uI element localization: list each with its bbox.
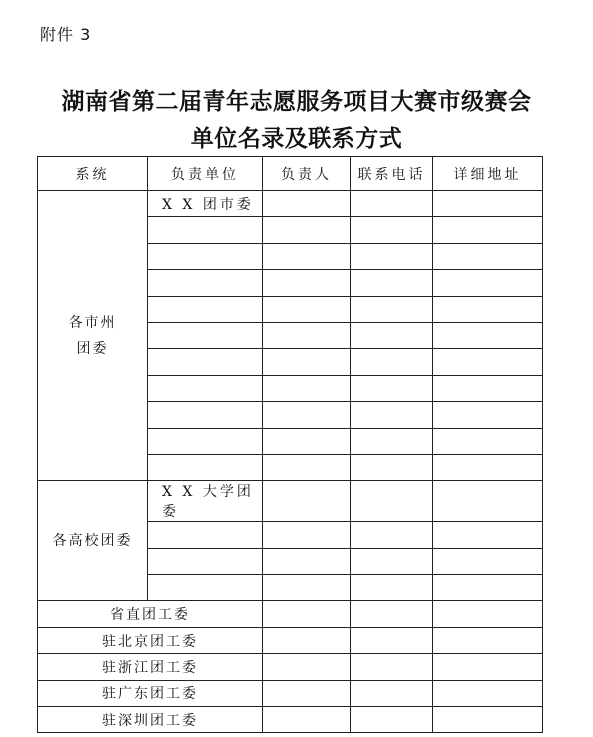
cell[interactable] — [433, 575, 543, 601]
header-person: 负责人 — [263, 157, 351, 191]
table-row — [38, 627, 543, 653]
cell[interactable] — [148, 402, 263, 428]
cell[interactable] — [433, 522, 543, 548]
cell[interactable] — [433, 428, 543, 454]
cell[interactable] — [148, 548, 263, 574]
cell[interactable] — [148, 522, 263, 548]
cell[interactable] — [351, 575, 433, 601]
table-row — [38, 654, 543, 680]
cell[interactable] — [351, 191, 433, 217]
cell[interactable] — [263, 402, 351, 428]
cell[interactable] — [433, 601, 543, 627]
cell[interactable] — [148, 322, 263, 348]
cell[interactable] — [351, 296, 433, 322]
cell[interactable] — [433, 296, 543, 322]
cell[interactable] — [351, 428, 433, 454]
cell[interactable] — [263, 270, 351, 296]
cell[interactable] — [263, 654, 351, 680]
unit-city-first[interactable]: X X 团市委 — [148, 191, 263, 217]
cell[interactable] — [351, 707, 433, 733]
table-row — [38, 191, 543, 217]
cell[interactable] — [263, 191, 351, 217]
cell[interactable] — [148, 349, 263, 375]
cell[interactable] — [351, 375, 433, 401]
cell[interactable] — [433, 707, 543, 733]
cell[interactable] — [148, 296, 263, 322]
cell[interactable] — [263, 680, 351, 706]
cell[interactable] — [433, 217, 543, 243]
cell[interactable] — [351, 627, 433, 653]
cell[interactable] — [351, 243, 433, 269]
cell[interactable] — [351, 680, 433, 706]
group-university-label: 各高校团委 — [38, 481, 148, 601]
cell[interactable] — [433, 627, 543, 653]
cell[interactable] — [351, 402, 433, 428]
group-city-line2: 团委 — [76, 340, 109, 357]
cell[interactable] — [148, 243, 263, 269]
cell[interactable] — [433, 680, 543, 706]
cell[interactable] — [263, 375, 351, 401]
header-unit: 负责单位 — [148, 157, 263, 191]
row-label-shenzhen: 驻深圳团工委 — [38, 707, 263, 733]
cell[interactable] — [263, 296, 351, 322]
cell[interactable] — [351, 349, 433, 375]
cell[interactable] — [148, 270, 263, 296]
row-label-provincial: 省直团工委 — [38, 601, 263, 627]
cell[interactable] — [263, 243, 351, 269]
cell[interactable] — [433, 654, 543, 680]
cell[interactable] — [433, 481, 543, 522]
cell[interactable] — [351, 522, 433, 548]
cell[interactable] — [263, 548, 351, 574]
cell[interactable] — [351, 270, 433, 296]
row-label-beijing: 驻北京团工委 — [38, 627, 263, 653]
cell[interactable] — [263, 522, 351, 548]
cell[interactable] — [263, 627, 351, 653]
cell[interactable] — [351, 481, 433, 522]
cell[interactable] — [148, 575, 263, 601]
cell[interactable] — [263, 575, 351, 601]
cell[interactable] — [148, 428, 263, 454]
cell[interactable] — [351, 654, 433, 680]
unit-university-first[interactable]: X X 大学团委 — [148, 481, 263, 522]
cell[interactable] — [148, 454, 263, 480]
cell[interactable] — [263, 217, 351, 243]
cell[interactable] — [351, 217, 433, 243]
cell[interactable] — [351, 548, 433, 574]
cell[interactable] — [433, 548, 543, 574]
contact-table — [37, 156, 543, 733]
cell[interactable] — [433, 322, 543, 348]
table-row — [38, 680, 543, 706]
group-city-line1: 各市州 — [68, 314, 117, 331]
page-title-line2: 单位名录及联系方式 — [190, 125, 403, 152]
header-address: 详细地址 — [433, 157, 543, 191]
group-city-label — [38, 191, 148, 481]
row-label-guangdong: 驻广东团工委 — [38, 680, 263, 706]
table-row — [38, 601, 543, 627]
header-phone: 联系电话 — [351, 157, 433, 191]
table-header-row — [38, 157, 543, 191]
cell[interactable] — [263, 481, 351, 522]
row-label-zhejiang: 驻浙江团工委 — [38, 654, 263, 680]
cell[interactable] — [263, 322, 351, 348]
cell[interactable] — [433, 454, 543, 480]
cell[interactable] — [433, 402, 543, 428]
cell[interactable] — [148, 217, 263, 243]
cell[interactable] — [148, 375, 263, 401]
cell[interactable] — [263, 707, 351, 733]
cell[interactable] — [263, 428, 351, 454]
cell[interactable] — [351, 601, 433, 627]
cell[interactable] — [433, 375, 543, 401]
table-row — [38, 707, 543, 733]
attachment-label: 附件 3 — [40, 25, 92, 44]
cell[interactable] — [263, 349, 351, 375]
cell[interactable] — [433, 243, 543, 269]
header-system: 系统 — [38, 157, 148, 191]
cell[interactable] — [351, 454, 433, 480]
cell[interactable] — [433, 191, 543, 217]
cell[interactable] — [433, 270, 543, 296]
page-title-line1: 湖南省第二届青年志愿服务项目大赛市级赛会 — [61, 88, 532, 115]
cell[interactable] — [351, 322, 433, 348]
table-row — [38, 481, 543, 522]
cell[interactable] — [263, 454, 351, 480]
cell[interactable] — [433, 349, 543, 375]
cell[interactable] — [263, 601, 351, 627]
